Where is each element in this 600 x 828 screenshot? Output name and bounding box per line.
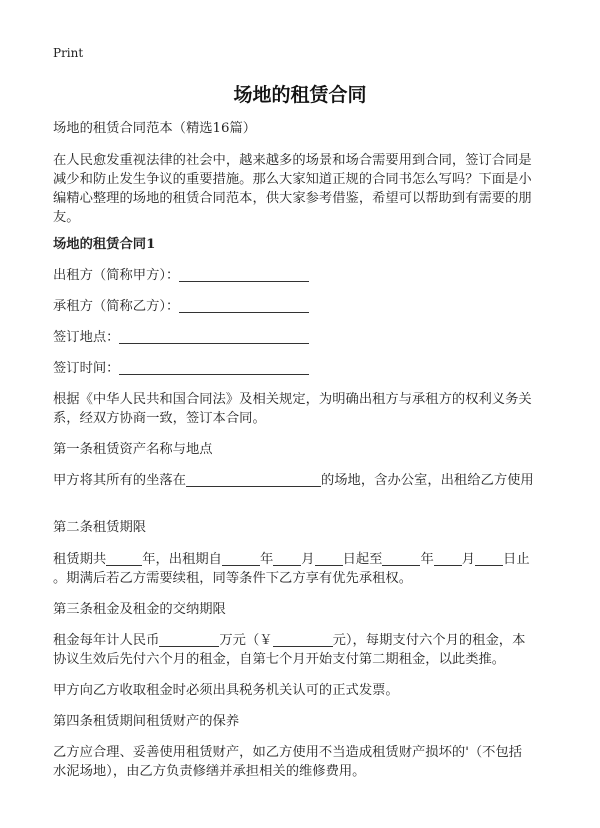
article2-p4: 月 — [301, 552, 315, 567]
intro-line-4: 友。 — [53, 210, 80, 225]
time-field — [53, 359, 553, 378]
lessor-blank — [179, 267, 309, 282]
place-label: 签订地点： — [53, 330, 120, 345]
lessor-label: 出租方（简称甲方）： — [53, 268, 180, 283]
lessee-label: 承租方（简称乙方）： — [53, 299, 180, 314]
article3-p2: 万元（￥ — [219, 633, 273, 648]
article1-text — [53, 471, 553, 490]
end-day-blank — [475, 551, 503, 566]
article3-text — [53, 631, 553, 650]
article2-p6: 年 — [420, 552, 434, 567]
print-link[interactable]: Print — [53, 46, 84, 60]
article2-p3: 年 — [259, 552, 274, 567]
time-label: 签订时间： — [53, 361, 120, 376]
start-day-blank — [315, 551, 343, 566]
basis-line-2: 系，经双方协商一致，签订本合同。 — [53, 411, 266, 426]
article1-before: 甲方将其所有的坐落在 — [53, 473, 186, 488]
end-year-blank — [382, 551, 420, 566]
lessee-blank — [179, 298, 309, 313]
article3-p3: 元），每期支付六个月的租金，本 — [332, 633, 526, 648]
intro-line-3: 编精心整理的场地的租赁合同范本，供大家参考借鉴，希望可以帮助到有需要的朋 — [53, 191, 532, 206]
article4-heading: 第四条租赁期间租赁财产的保养 — [53, 714, 240, 729]
article3-heading: 第三条租金及租金的交纳期限 — [53, 602, 226, 617]
article1-heading: 第一条租赁资产名称与地点 — [53, 442, 213, 457]
intro-line-2: 减少和防止发生争议的重要措施。那么大家知道正规的合同书怎么写吗？下面是小 — [53, 172, 532, 187]
start-month-blank — [273, 551, 301, 566]
article2-text — [53, 550, 553, 569]
section-heading: 场地的租赁合同1 — [53, 237, 156, 252]
subtitle: 场地的租赁合同范本（精选16篇） — [53, 121, 257, 136]
basis-line-1: 根据《中华人民共和国合同法》及相关规定，为明确出租方与承租方的权利义务关 — [53, 392, 532, 407]
article3-p1: 租金每年计人民币 — [53, 633, 160, 648]
intro-line-1: 在人民愈发重视法律的社会中，越来越多的场景和场合需要用到合同，签订合同是 — [53, 153, 532, 168]
time-blank — [119, 360, 309, 375]
article2-heading: 第二条租赁期限 — [53, 520, 147, 535]
article1-after: 的场地，含办公室，出租给乙方使用 — [320, 473, 534, 488]
article3-line-2: 协议生效后先付六个月的租金，自第七个月开始支付第二期租金，以此类推。 — [53, 652, 506, 667]
start-year-blank — [222, 551, 260, 566]
years-blank — [106, 551, 142, 566]
end-month-blank — [434, 551, 462, 566]
place-blank — [119, 329, 309, 344]
article2-p8: 日止 — [503, 552, 530, 567]
article4-line-2: 水泥场地），由乙方负责修缮并承担相关的维修费用。 — [53, 764, 366, 779]
article2-p7: 月 — [461, 552, 476, 567]
rent-wan-blank — [159, 632, 219, 647]
article4-line-1: 乙方应合理、妥善使用租赁财产，如乙方使用不当造成租赁财产损坏的'（不包括 — [53, 745, 523, 760]
lessor-field — [53, 266, 553, 285]
lessee-field — [53, 297, 553, 316]
article2-p2: 年，出租期自 — [142, 552, 222, 567]
article2-line-2: 。期满后若乙方需要续租，同等条件下乙方享有优先承租权。 — [53, 571, 413, 586]
rent-yuan-blank — [273, 632, 333, 647]
article2-p1: 租赁期共 — [53, 552, 107, 567]
page-title: 场地的租赁合同 — [233, 84, 367, 106]
place-field — [53, 328, 553, 347]
article2-p5: 日起至 — [342, 552, 383, 567]
location-blank — [186, 472, 321, 487]
article3-invoice: 甲方向乙方收取租金时必须出具税务机关认可的正式发票。 — [53, 683, 399, 698]
